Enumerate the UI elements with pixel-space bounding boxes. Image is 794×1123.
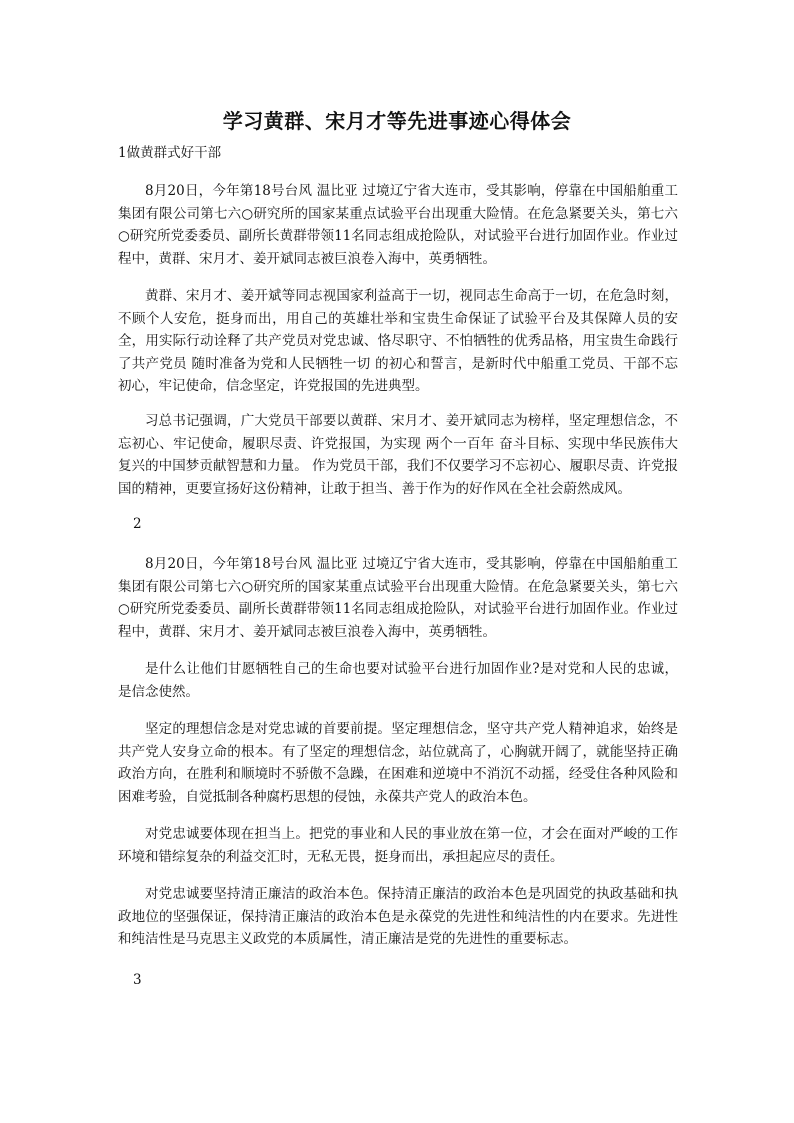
paragraph: 坚定的理想信念是对党忠诚的首要前提。坚定理想信念，坚守共产党人精神追求，始终是共产党人安身立命的根本。有了坚定的理想信念，站位就高了，心胸就开阔了，就能坚持正确政治方向，在胜利和顺境时不骄傲不急躁，在困难和逆境中不消沉不动摇，经受住各种风险和困难考验，自觉抵制各种腐朽思想的侵蚀，永葆共产党人的政治本色。 [118, 721, 678, 805]
paragraph: 是什么让他们甘愿牺牲自己的生命也要对试验平台进行加固作业?是对党和人民的忠诚，是信念使然。 [118, 661, 678, 700]
paragraph: 8月20日，今年第18号台风 温比亚 过境辽宁省大连市，受其影响，停靠在中国船舶重工集团有限公司第七六○研究所的国家某重点试验平台出现重大险情。在危急紧要关头，第七六○研究所党委委员、副所长黄群带领11名同志组成抢险队，对试验平台进行加固作业。作业过程中，黄群、宋月才、姜开斌同志被巨浪卷入海中，英勇牺牲。 [118, 183, 678, 267]
paragraph: 黄群、宋月才、姜开斌等同志视国家利益高于一切，视同志生命高于一切，在危急时刻，不顾个人安危，挺身而出，用自己的英雄壮举和宝贵生命保证了试验平台及其保障人员的安全，用实际行动诠释了共产党员对党忠诚、恪尽职守、不怕牺牲的优秀品格，用宝贵生命践行了共产党员 随时准备为党和人民牺牲一切 的初心和誓言，是新时代中船重工党员、干部不忘初心，牢记使命，信念坚定，许党报国的先进典型。 [118, 288, 678, 394]
paragraph: 习总书记强调，广大党员干部要以黄群、宋月才、姜开斌同志为榜样，坚定理想信念，不忘初心、牢记使命，履职尽责、许党报国，为实现 两个一百年 奋斗目标、实现中华民族伟大复兴的中国梦贡献智慧和力量。 作为党员干部，我们不仅要学习不忘初心、履职尽责、许党报国的精神，更要宣扬好这份精神，让敢于担当、善于作为的好作风在全社会蔚然成风。 [118, 413, 678, 497]
paragraph: 对党忠诚要体现在担当上。把党的事业和人民的事业放在第一位，才会在面对严峻的工作环境和错综复杂的利益交汇时，无私无畏，挺身而出，承担起应尽的责任。 [118, 826, 678, 865]
paragraph: 对党忠诚要坚持清正廉洁的政治本色。保持清正廉洁的政治本色是巩固党的执政基础和执政地位的坚强保证，保持清正廉洁的政治本色是永葆党的先进性和纯洁性的内在要求。先进性和纯洁性是马克思主义政党的本质属性，清正廉洁是党的先进性的重要标志。 [118, 886, 678, 947]
document-title: 学习黄群、宋月才等先进事迹心得体会 [222, 109, 572, 133]
section-2-number: 2 [133, 516, 142, 532]
section-3-number: 3 [133, 972, 142, 988]
section-1-heading: 1做黄群式好干部 [118, 145, 222, 161]
paragraph: 8月20日，今年第18号台风 温比亚 过境辽宁省大连市，受其影响，停靠在中国船舶重工集团有限公司第七六○研究所的国家某重点试验平台出现重大险情。在危急紧要关头，第七六○研究所党委委员、副所长黄群带领11名同志组成抢险队，对试验平台进行加固作业。作业过程中，黄群、宋月才、姜开斌同志被巨浪卷入海中，英勇牺牲。 [118, 556, 678, 640]
